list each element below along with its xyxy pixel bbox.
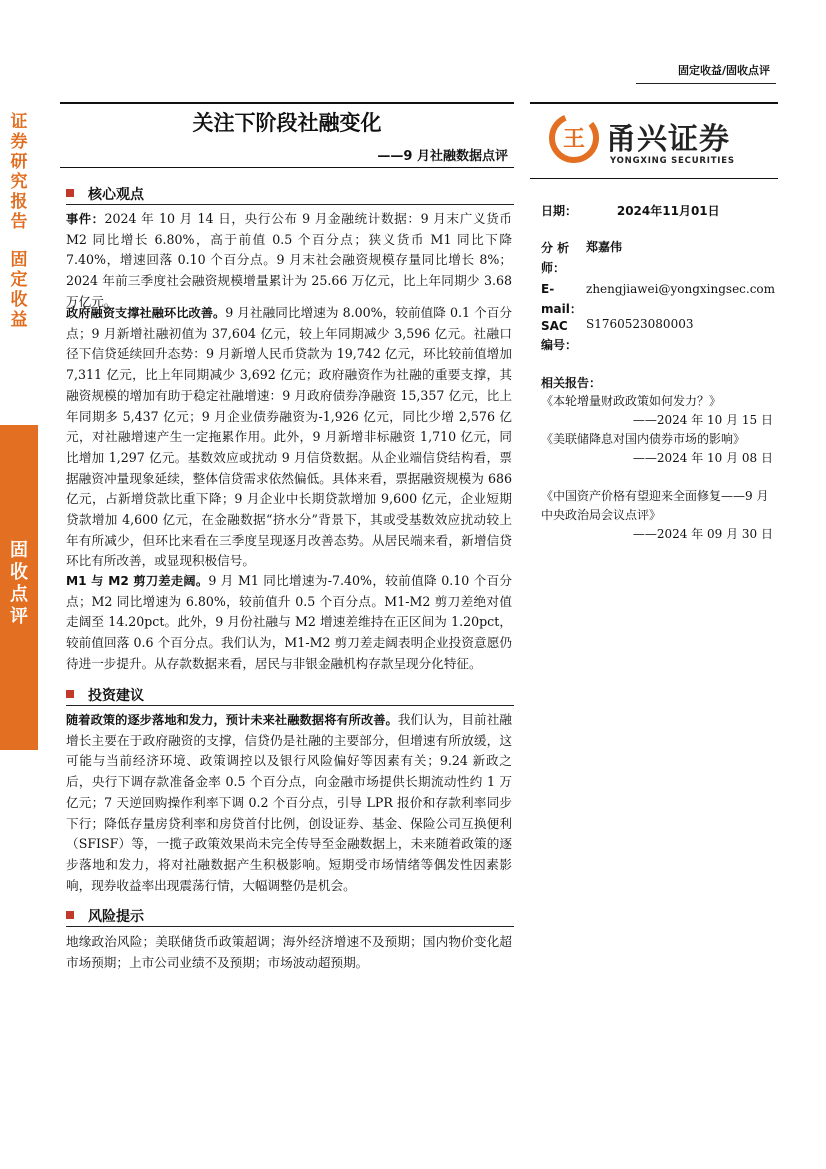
date-value: 2024年11月01日	[616, 204, 720, 218]
sac-value: S1760523080003	[586, 317, 694, 331]
section-square-icon	[66, 189, 74, 197]
logo-top-rule	[530, 102, 778, 104]
page-title: 关注下阶段社融变化	[192, 111, 382, 135]
sidebar-report-subtype: 固 收 点 评	[10, 540, 28, 627]
company-name-en: YONGXING SECURITIES	[610, 156, 735, 166]
related-report-item[interactable]: 《中国资产价格有望迎来全面修复——9 月中央政治局会议点评》 ——2024 年 09 月 30 日	[541, 489, 773, 541]
related-report-item[interactable]: 《本轮增量财政政策如何发力？》 ——2024 年 10 月 15 日	[541, 394, 773, 427]
risk-paragraph: 地缘政治风险；美联储货币政策超调；海外经济增速不及预期；国内物价变化超市场预期；上市公司业绩不及预期；市场波动超预期。	[66, 934, 512, 970]
section-heading-invest: 投资建议	[66, 685, 144, 705]
report-category: 固定收益/固收点评	[677, 64, 770, 77]
section-rule	[66, 926, 514, 927]
date-label: 日期：	[541, 204, 578, 218]
related-report-item[interactable]: 《美联储降息对国内债券市场的影响》 ——2024 年 10 月 08 日	[541, 432, 773, 465]
section-heading-risk: 风险提示	[66, 906, 144, 926]
header-divider	[636, 83, 776, 84]
section-heading-core: 核心观点	[66, 184, 144, 204]
logo-bottom-rule	[530, 178, 778, 179]
related-reports-title: 相关报告：	[541, 376, 602, 390]
invest-paragraph: 随着政策的逐步落地和发力，预计未来社融数据将有所改善。我们认为，目前社融增长主要在于政府融资的支撑，信贷仍是社融的主要部分，但增速有所放缓，这可能与当前经济环境、政策调控以及银行风险偏好等因素有关；9.24 新政之后，央行下调存款准备金率 0.5 个百分点，向金融市场提供长期流动性约 1 万亿元；7 天逆回购操作利率下调 0.2 个百分点，引导 LPR 报价和存款利率同步下行；降低存量房贷利率和房贷首付比例，创设证券、基金、保险公司互换便利（SFISF）等，一揽子政策效果尚未完全传导至金融数据上，未来随着政策的逐步落地和发力，将对社融数据产生积极影响。短期受市场情绪等偶发性因素影响，现券收益率出现震荡行情，大幅调整仍是机会。	[66, 712, 513, 893]
title-top-rule	[60, 102, 514, 104]
company-name-cn: 甬兴证券	[606, 122, 730, 157]
svg-text:王: 王	[562, 127, 586, 152]
section-square-icon	[66, 911, 74, 919]
core-paragraph-financing: 政府融资支撑社融环比改善。9 月社融同比增速为 8.00%，较前值降 0.1 个百分点；9 月新增社融初值为 37,604 亿元，较上年同期减少 3,596 亿元。社融口径下信贷延续回升态势：9 月新增人民币贷款为 19,742 亿元，环比较前值增加 7,311 亿元，比上年同期减少 3,692 亿元；政府融资作为社融的重要支撑，其融资规模的增加有助于稳定社融增速：9 月政府债券净融资 15,357 亿元，比上年同期多 5,437 亿元；9 月企业债券融资为-1,926 亿元，同比少增 2,576 亿元，对社融增速产生一定拖累作用。此外，9 月新增非标融资 1,710 亿元，同比增加 1,297 亿元。基数效应或扰动 9 月信贷数据。从企业端信贷结构看，票据融资冲量现象延续，整体信贷需求依然偏低。具体来看，票据融资规模为 686 亿元，占新增贷款比重下降；9 月企业中长期贷款增加 9,600 亿元，企业短期贷款增加 4,600 亿元，在金融数据“挤水分”背景下，其或受基数效应扰动较上年有所减少，但环比来看在三季度呈现逐月改善态势。从居民端来看，新增信贷环比有所改善，或显现积极信号。	[66, 305, 513, 569]
analyst-name: 郑嘉伟	[586, 240, 623, 254]
core-paragraph-m1m2: M1 与 M2 剪刀差走阔。9 月 M1 同比增速为-7.40%，较前值降 0.10 个百分点；M2 同比增速为 6.80%，较前值升 0.5 个百分点。M1-M2 剪刀差绝对值走阔至 14.20pct。此外，9 月份社融与 M2 增速差维持在正区间为 1.20pct，较前值回落 0.6 个百分点。我们认为，M1-M2 剪刀差走阔表明企业投资意愿仍待进一步提升。从存款数据来看，居民与非银金融机构存款呈现分化特征。	[66, 573, 512, 671]
company-logo-icon	[548, 112, 600, 164]
section-rule	[66, 705, 514, 706]
section-rule	[66, 204, 514, 205]
section-square-icon	[66, 690, 74, 698]
email-value[interactable]: zhengjiawei@yongxingsec.com	[586, 282, 776, 296]
analyst-label: 分 析 师：	[541, 241, 570, 275]
core-paragraph-event: 事件：2024 年 10 月 14 日，央行公布 9 月金融统计数据：9 月末广义货币 M2 同比增长 6.80%，高于前值 0.5 个百分点；狭义货币 M1 同比下降 7.40%，增速回落 0.10 个百分点。9 月末社会融资规模存量同比增长 8%；2024 年前三季度社会融资规模增量累计为 25.66 万亿元，比上年同期少 3.68 万亿元。	[66, 211, 513, 309]
sac-label: SAC 编号：	[541, 319, 578, 352]
page-subtitle: ——9 月社融数据点评	[377, 149, 508, 164]
title-bottom-rule	[60, 167, 514, 168]
email-label: E-mail：	[541, 282, 582, 316]
sidebar-report-type: 证 券 研 究 报 告 固 定 收 益	[10, 112, 28, 330]
date-row	[541, 202, 720, 219]
